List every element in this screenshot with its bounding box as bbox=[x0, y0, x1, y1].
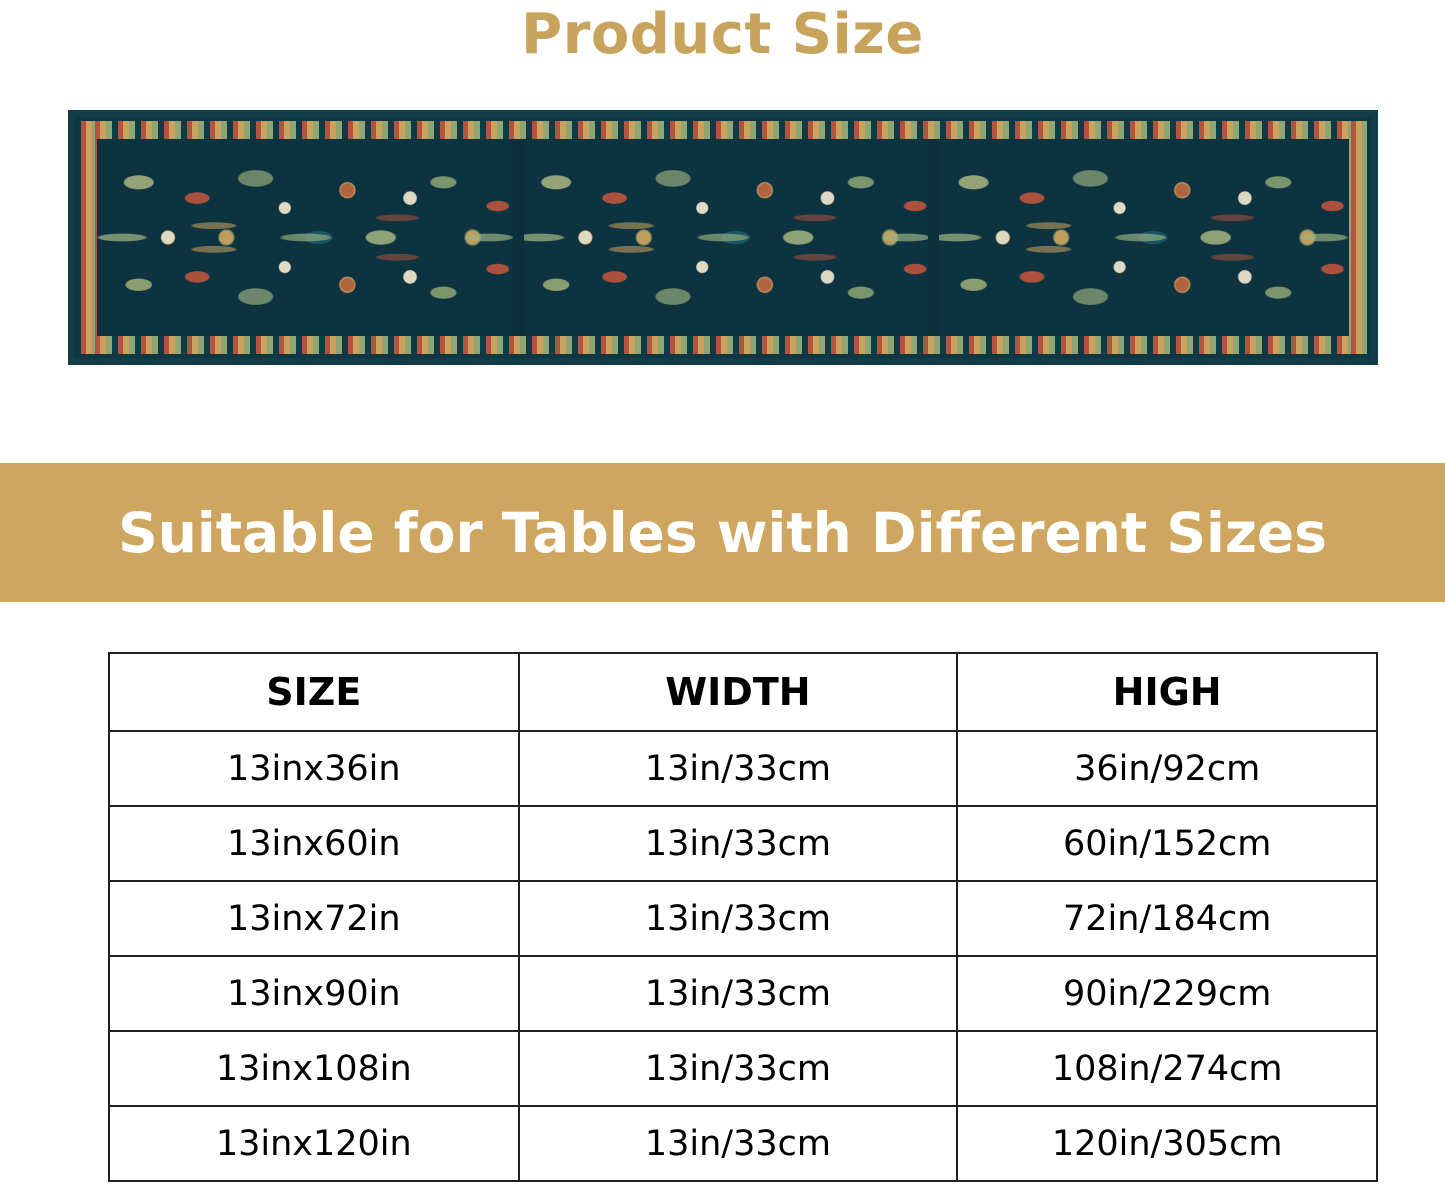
cell-high: 90in/229cm bbox=[957, 956, 1377, 1031]
table-row bbox=[109, 1031, 1377, 1106]
banner bbox=[0, 463, 1445, 602]
table-header-row bbox=[109, 653, 1377, 731]
cell-size: 13inx108in bbox=[109, 1031, 519, 1106]
column-header-size: SIZE bbox=[109, 653, 519, 731]
table-runner-graphic bbox=[68, 110, 1378, 365]
table-row bbox=[109, 881, 1377, 956]
table-row bbox=[109, 956, 1377, 1031]
cell-width: 13in/33cm bbox=[519, 1031, 958, 1106]
cell-size: 13inx90in bbox=[109, 956, 519, 1031]
cell-high: 60in/152cm bbox=[957, 806, 1377, 881]
table-row bbox=[109, 731, 1377, 806]
column-header-high: HIGH bbox=[957, 653, 1377, 731]
page-title: Product Size bbox=[521, 2, 924, 67]
runner-panel-seam-1 bbox=[513, 139, 524, 336]
size-table-container bbox=[108, 652, 1378, 1182]
cell-width: 13in/33cm bbox=[519, 956, 958, 1031]
cell-width: 13in/33cm bbox=[519, 806, 958, 881]
banner-text: Suitable for Tables with Different Sizes bbox=[118, 500, 1327, 565]
cell-high: 108in/274cm bbox=[957, 1031, 1377, 1106]
floral-pattern-layer-2 bbox=[97, 139, 1349, 336]
column-header-width: WIDTH bbox=[519, 653, 958, 731]
cell-high: 36in/92cm bbox=[957, 731, 1377, 806]
cell-size: 13inx72in bbox=[109, 881, 519, 956]
cell-width: 13in/33cm bbox=[519, 1106, 958, 1181]
cell-size: 13inx36in bbox=[109, 731, 519, 806]
table-row bbox=[109, 806, 1377, 881]
runner-panel-seam-2 bbox=[928, 139, 939, 336]
table-row bbox=[109, 1106, 1377, 1181]
cell-size: 13inx60in bbox=[109, 806, 519, 881]
product-image bbox=[68, 110, 1378, 365]
cell-width: 13in/33cm bbox=[519, 881, 958, 956]
runner-field bbox=[97, 139, 1349, 336]
cell-size: 13inx120in bbox=[109, 1106, 519, 1181]
cell-width: 13in/33cm bbox=[519, 731, 958, 806]
size-table bbox=[108, 652, 1378, 1182]
cell-high: 120in/305cm bbox=[957, 1106, 1377, 1181]
cell-high: 72in/184cm bbox=[957, 881, 1377, 956]
